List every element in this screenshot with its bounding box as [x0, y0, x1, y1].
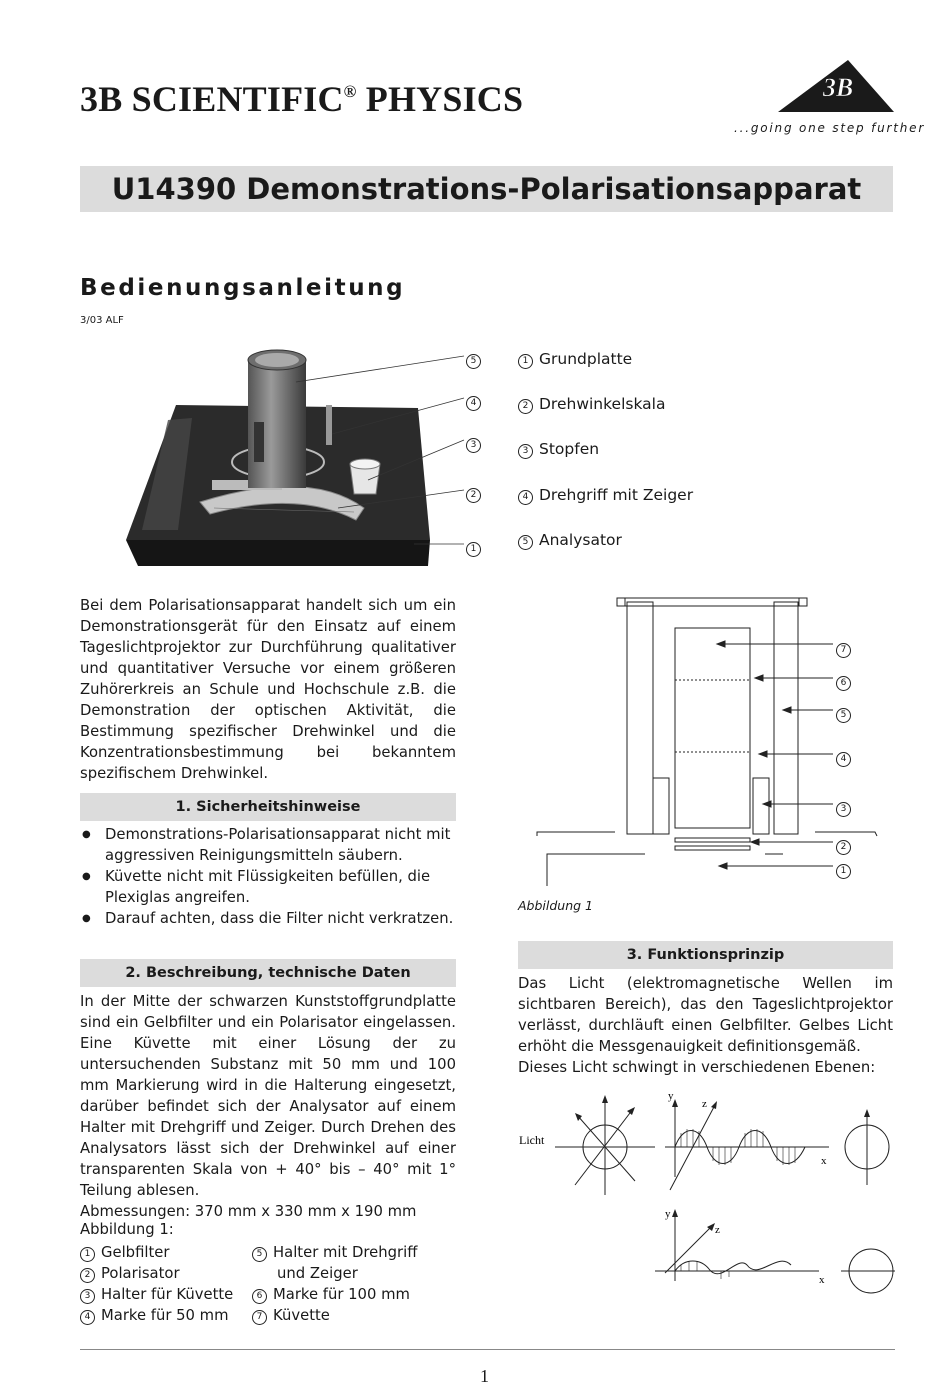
intro-paragraph: Bei dem Polarisationsapparat handelt sich um ein Demonstrationsgerät für den Einsatz auf einem Tageslichtprojektor zur Durchführung qualitativer und quantitativer Versuche vor einem größeren Zuhörerkreis an Schule und Hochschule z.B. die Demonstration der optischen Aktivität, die Bestimmung spezifischer Drehwinkel und die Konzentrationsbestimmung bei bekanntem spezifischem Drehwinkel. — [80, 597, 456, 782]
figure-callout-5: 5 — [836, 703, 857, 723]
tagline: ...going one step further — [734, 121, 926, 135]
figure-callout-3: 3 — [836, 797, 857, 817]
photo-callout-4: 4 — [466, 391, 487, 411]
safety-list — [80, 824, 458, 929]
parts-legend-item: 4 Drehgriff mit Zeiger — [518, 486, 693, 505]
polarization-wave-diagram — [515, 1085, 895, 1300]
page-title: U14390 Demonstrations-Polarisationsapparat — [80, 166, 893, 212]
figure-callout-2: 2 — [836, 835, 857, 855]
figure-legend: 1 Gelbfilter 5 Halter mit Drehgriff 2 Polarisator und Zeiger 3 Halter für Küvette 6 Marke für 100 mm 4 Marke für 50 mm 7 Küvette — [80, 1242, 417, 1326]
axis-z-label: z — [702, 1098, 707, 1110]
figure-callout-6: 6 — [836, 671, 857, 691]
axis-x-label: x — [819, 1274, 825, 1286]
parts-legend-item: 3 Stopfen — [518, 440, 599, 459]
principle-paragraph: Das Licht (elektromagnetische Wellen im sichtbaren Bereich), das den Tageslichtprojektor verlässt, durchläuft einen Gelbfilter. Gelbes Licht erhöht die Messgenauigkeit definitionsgemäß. Dieses Licht schwingt in verschiedenen Ebenen: — [518, 975, 893, 1076]
svg-text:3B: 3B — [822, 73, 854, 102]
list-item: ● Darauf achten, dass die Filter nicht verkratzen. — [80, 908, 458, 929]
figure-legend-title: Abbildung 1: — [80, 1221, 174, 1238]
axis-y-label: y — [668, 1090, 674, 1102]
brand-logo — [776, 56, 896, 114]
photo-callout-1: 1 — [466, 537, 487, 557]
figure-callout-1: 1 — [836, 859, 857, 879]
document-code: 3/03 ALF — [80, 315, 124, 326]
figure-callout-4: 4 — [836, 747, 857, 767]
list-item: ● Demonstrations-Polarisationsapparat nicht mit aggressiven Reinigungsmitteln säubern. — [80, 824, 458, 866]
parts-legend-item: 2 Drehwinkelskala — [518, 395, 665, 414]
section-2-heading: 2. Beschreibung, technische Daten — [80, 959, 456, 987]
photo-callout-5: 5 — [466, 349, 487, 369]
page-number: 1 — [480, 1366, 489, 1386]
description-paragraph: In der Mitte der schwarzen Kunststoffgrundplatte sind ein Gelbfilter und ein Polarisator eingelassen. Eine Küvette mit einer Lösung der zu untersuchenden Substanz mit 50 mm und 100 mm Markierung wird in die Halterung eingesetzt, darüber befindet sich der Analysator auf einem Halter mit Drehgriff und Zeiger. Durch Drehen des Analysators lässt sich der Drehwinkel auf einer transparenten Skala von + 40° bis – 40° mit 1° Teilung ablesen. Abmessungen: 370 mm x 330 mm x 190 mm — [80, 993, 456, 1220]
parts-legend-item: 1 Grundplatte — [518, 350, 632, 369]
section-3-heading: 3. Funktionsprinzip — [518, 941, 893, 969]
photo-callout-2: 2 — [466, 483, 487, 503]
figure-caption: Abbildung 1 — [518, 898, 594, 913]
photo-leader-lines — [118, 330, 488, 580]
axis-z-label: z — [715, 1224, 720, 1236]
photo-callout-3: 3 — [466, 433, 487, 453]
parts-legend-item: 5 Analysator — [518, 531, 622, 550]
figure-callout-7: 7 — [836, 638, 857, 658]
axis-x-label: x — [821, 1155, 827, 1167]
footer-divider — [80, 1349, 895, 1350]
section-1-heading: 1. Sicherheitshinweise — [80, 793, 456, 821]
document-subtitle: Bedienungsanleitung — [80, 275, 406, 301]
axis-y-label: y — [665, 1208, 671, 1220]
light-label: Licht — [519, 1133, 545, 1147]
brand-title: 3B SCIENTIFIC® PHYSICS — [80, 79, 524, 119]
list-item: ● Küvette nicht mit Flüssigkeiten befüllen, die Plexiglas angreifen. — [80, 866, 458, 908]
